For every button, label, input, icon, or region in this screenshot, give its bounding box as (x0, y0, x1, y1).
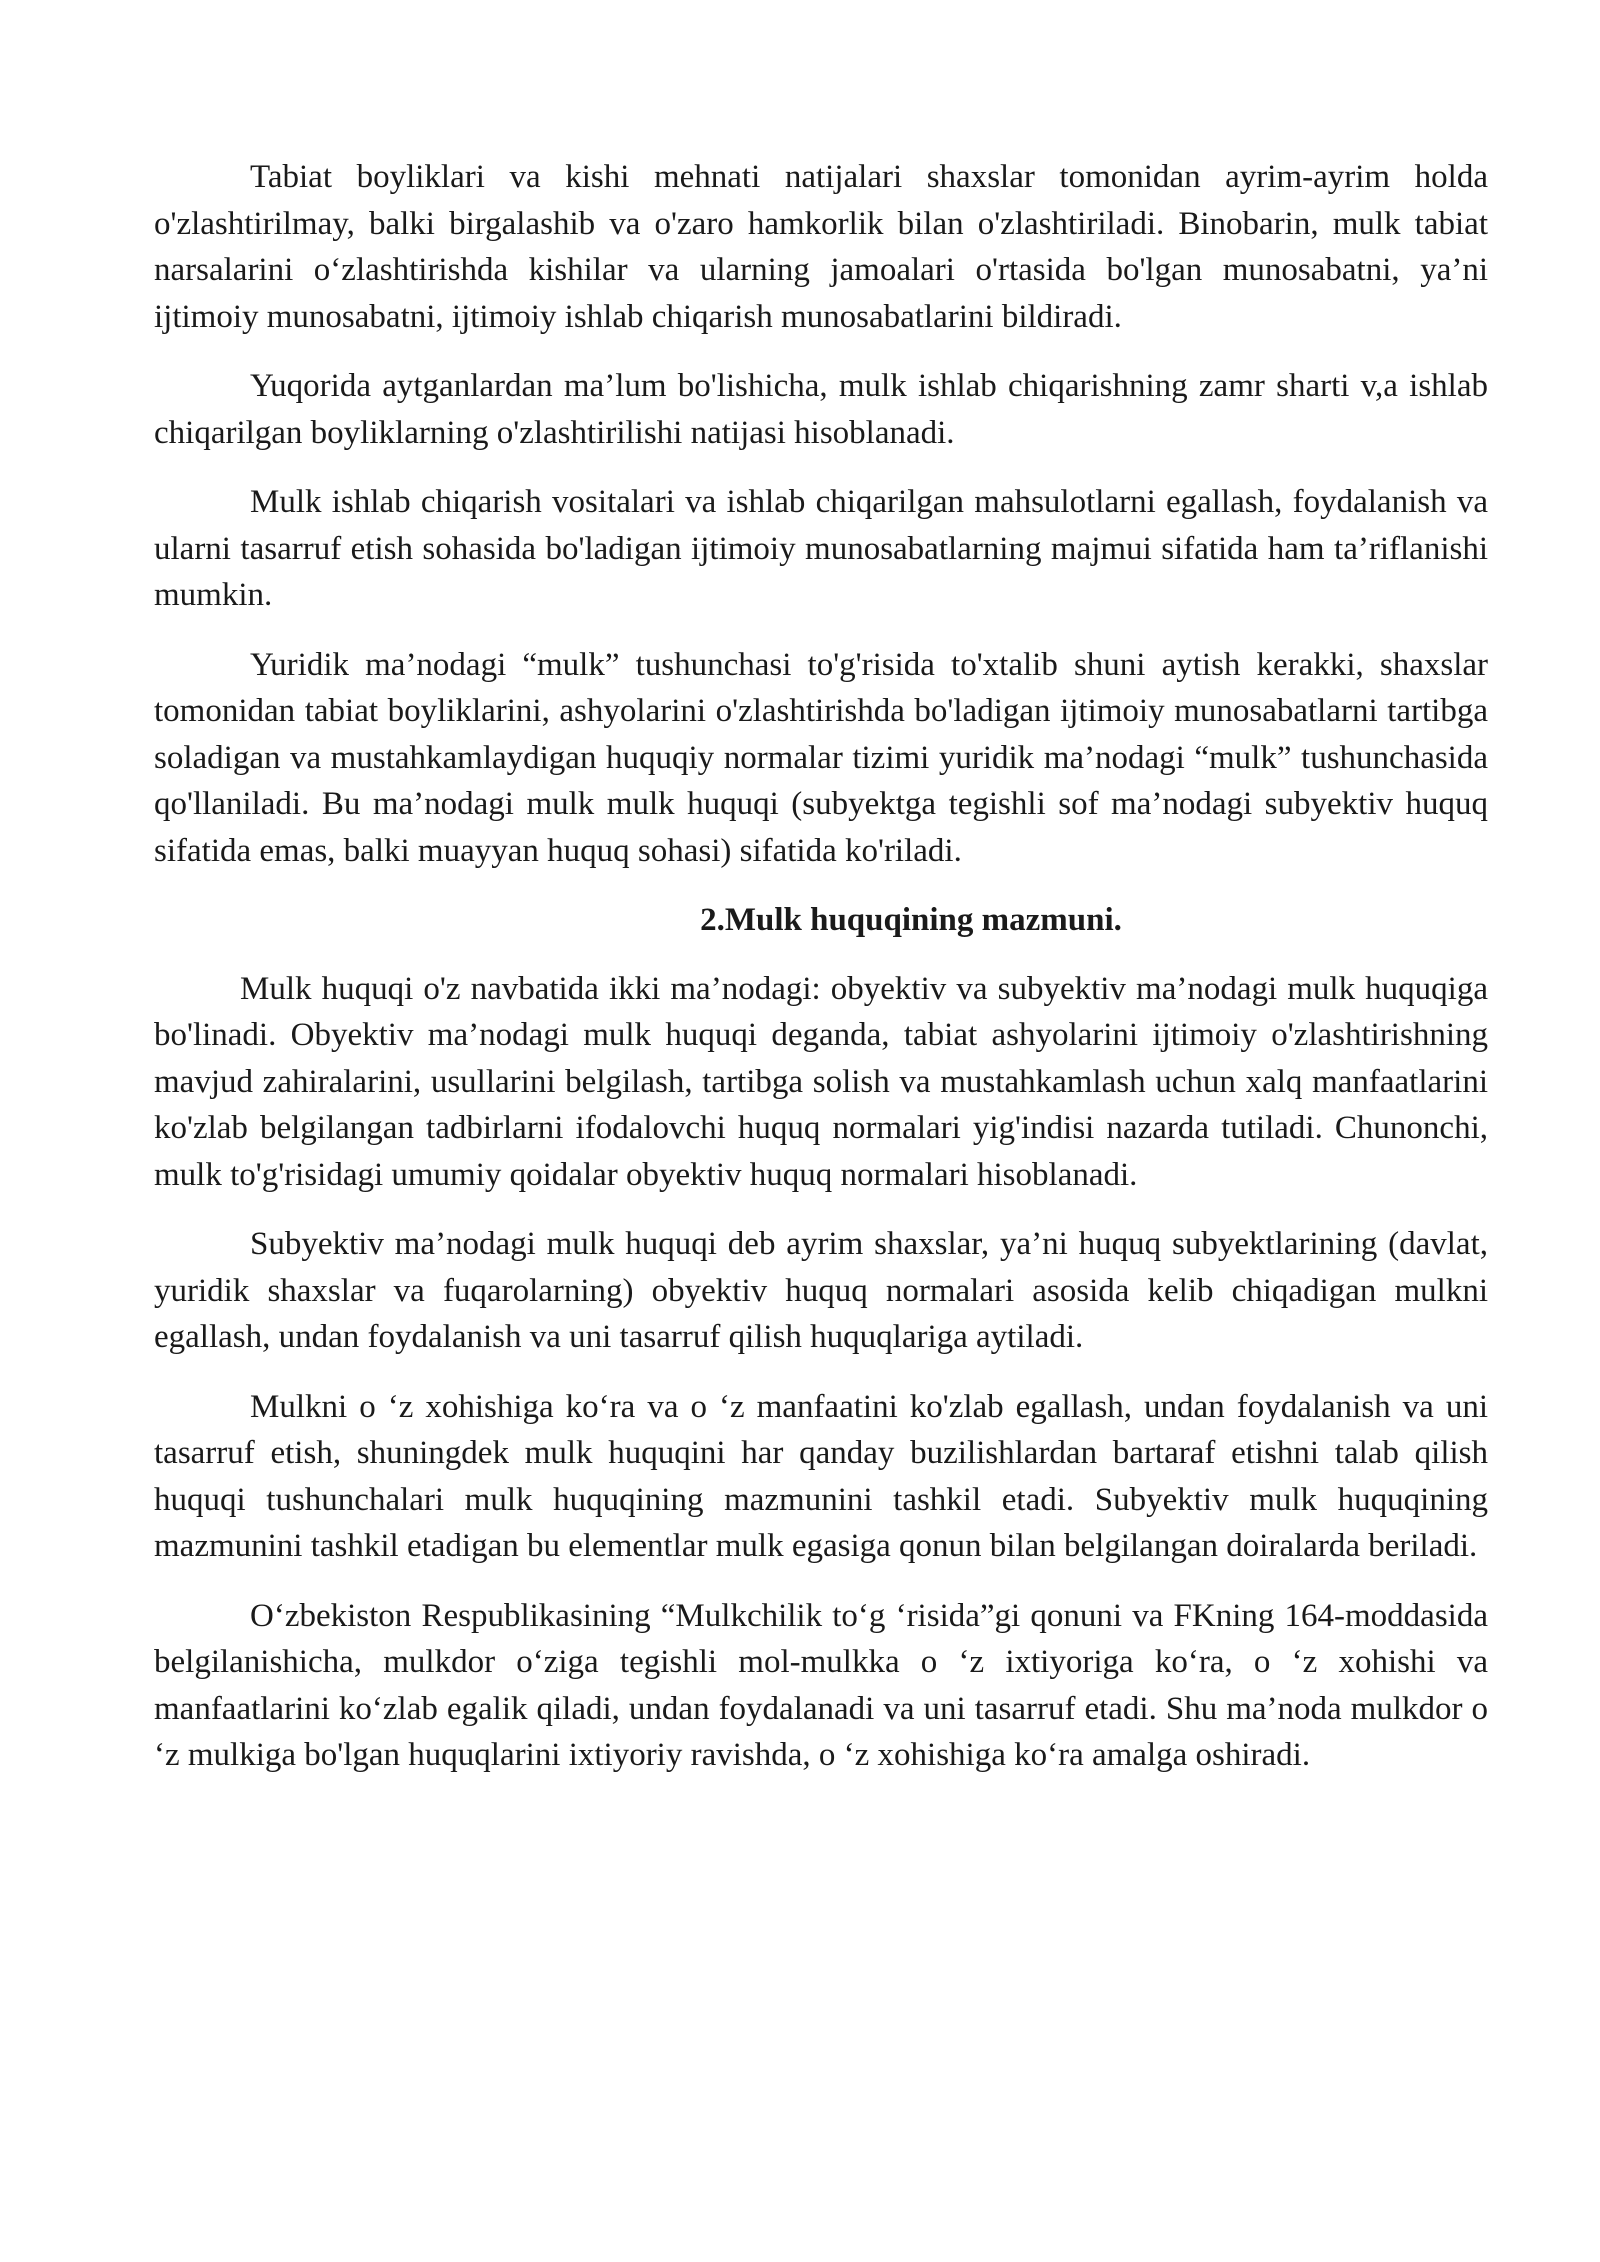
section-heading-title: 2.Mulk huquqining mazmuni (700, 902, 1114, 938)
section-heading (154, 897, 1488, 944)
paragraph-8: O‘zbekiston Respublikasining “Mulkchilik to‘g ‘risida”gi qonuni va FKning 164-moddasida belgilanishicha, mulkdor o‘ziga tegishli mol-mulkka o ‘z ixtiyoriga ko‘ra, o ‘z xohishi va manfaatlarini ko‘zlab egalik qiladi, undan foydalanadi va uni tasarruf etadi. Shu ma’noda mulkdor o ‘z mulkiga bo'lgan huquqlarini ixtiyoriy ravishda, o ‘z xohishiga ko‘ra amalga oshiradi. (154, 1597, 1488, 1773)
paragraph-2: Yuqorida aytganlardan ma’lum bo'lishicha, mulk ishlab chiqarishning zamr sharti v,a ishlab chiqarilgan boyliklarning o'zlashtirilishi natijasi hisoblanadi. (154, 368, 1488, 451)
paragraph-5: Mulk huquqi o'z navbatida ikki ma’nodagi: obyektiv va subyektiv ma’nodagi mulk huquqiga bo'linadi. Obyektiv ma’nodagi mulk huquqi deganda, tabiat ashyolarini ijtimoiy o'zlashtirishning mavjud zahiralarini, usullarini belgilash, tartibga solish va mustahkamlash uchun xalq manfaatlarini ko'zlab belgilangan tadbirlarni ifodalovchi huquq normalari yig'indisi nazarda tutiladi. Chunonchi, mulk to'g'risidagi umumiy qoidalar obyektiv huquq normalari hisoblanadi. (154, 970, 1488, 1193)
paragraph-1: Tabiat boyliklari va kishi mehnati natijalari shaxslar tomonidan ayrim-ayrim holda o'zlashtirilmay, balki birgalashib va o'zaro hamkorlik bilan o'zlashtiriladi. Binobarin, mulk tabiat narsalarini o‘zlashtirishda kishilar va ularning jamoalari o'rtasida bo'lgan munosabatni, ya’ni ijtimoiy munosabatni, ijtimoiy ishlab chiqarish munosabatlarini bildiradi. (154, 159, 1488, 335)
section-heading-period: . (1113, 902, 1122, 938)
paragraph-3: Mulk ishlab chiqarish vositalari va ishlab chiqarilgan mahsulotlarni egallash, foydalanish va ularni tasarruf etish sohasida bo'ladigan ijtimoiy munosabatlarning majmui sifatida ham ta’riflanishi mumkin. (154, 484, 1488, 613)
paragraph-4: Yuridik ma’nodagi “mulk” tushunchasi to'g'risida to'xtalib shuni aytish kerakki, shaxslar tomonidan tabiat boyliklarini, ashyolarini o'zlashtirishda bo'ladigan ijtimoiy munosabatlarni tartibga soladigan va mustahkamlaydigan huquqiy normalar tizimi yuridik ma’nodagi “mulk” tushunchasida qo'llaniladi. Bu ma’nodagi mulk mulk huquqi (subyektga tegishli sof ma’nodagi subyektiv huquq sifatida emas, balki muayyan huquq sohasi) sifatida ko'riladi. (154, 646, 1488, 869)
document-page (154, 154, 1488, 1802)
paragraph-7: Mulkni o ‘z xohishiga ko‘ra va o ‘z manfaatini ko'zlab egallash, undan foydalanish va uni tasarruf etish, shuningdek mulk huquqini har qanday buzilishlardan bartaraf etishni talab qilish huquqi tushunchalari mulk huquqining mazmunini tashkil etadi. Subyektiv mulk huquqining mazmunini tashkil etadigan bu elementlar mulk egasiga qonun bilan belgilangan doiralarda beriladi. (154, 1388, 1488, 1564)
paragraph-6: Subyektiv ma’nodagi mulk huquqi deb ayrim shaxslar, ya’ni huquq subyektlarining (davlat, yuridik shaxslar va fuqarolarning) obyektiv huquq normalari asosida kelib chiqadigan mulkni egallash, undan foydalanish va uni tasarruf qilish huquqlariga aytiladi. (154, 1226, 1488, 1355)
